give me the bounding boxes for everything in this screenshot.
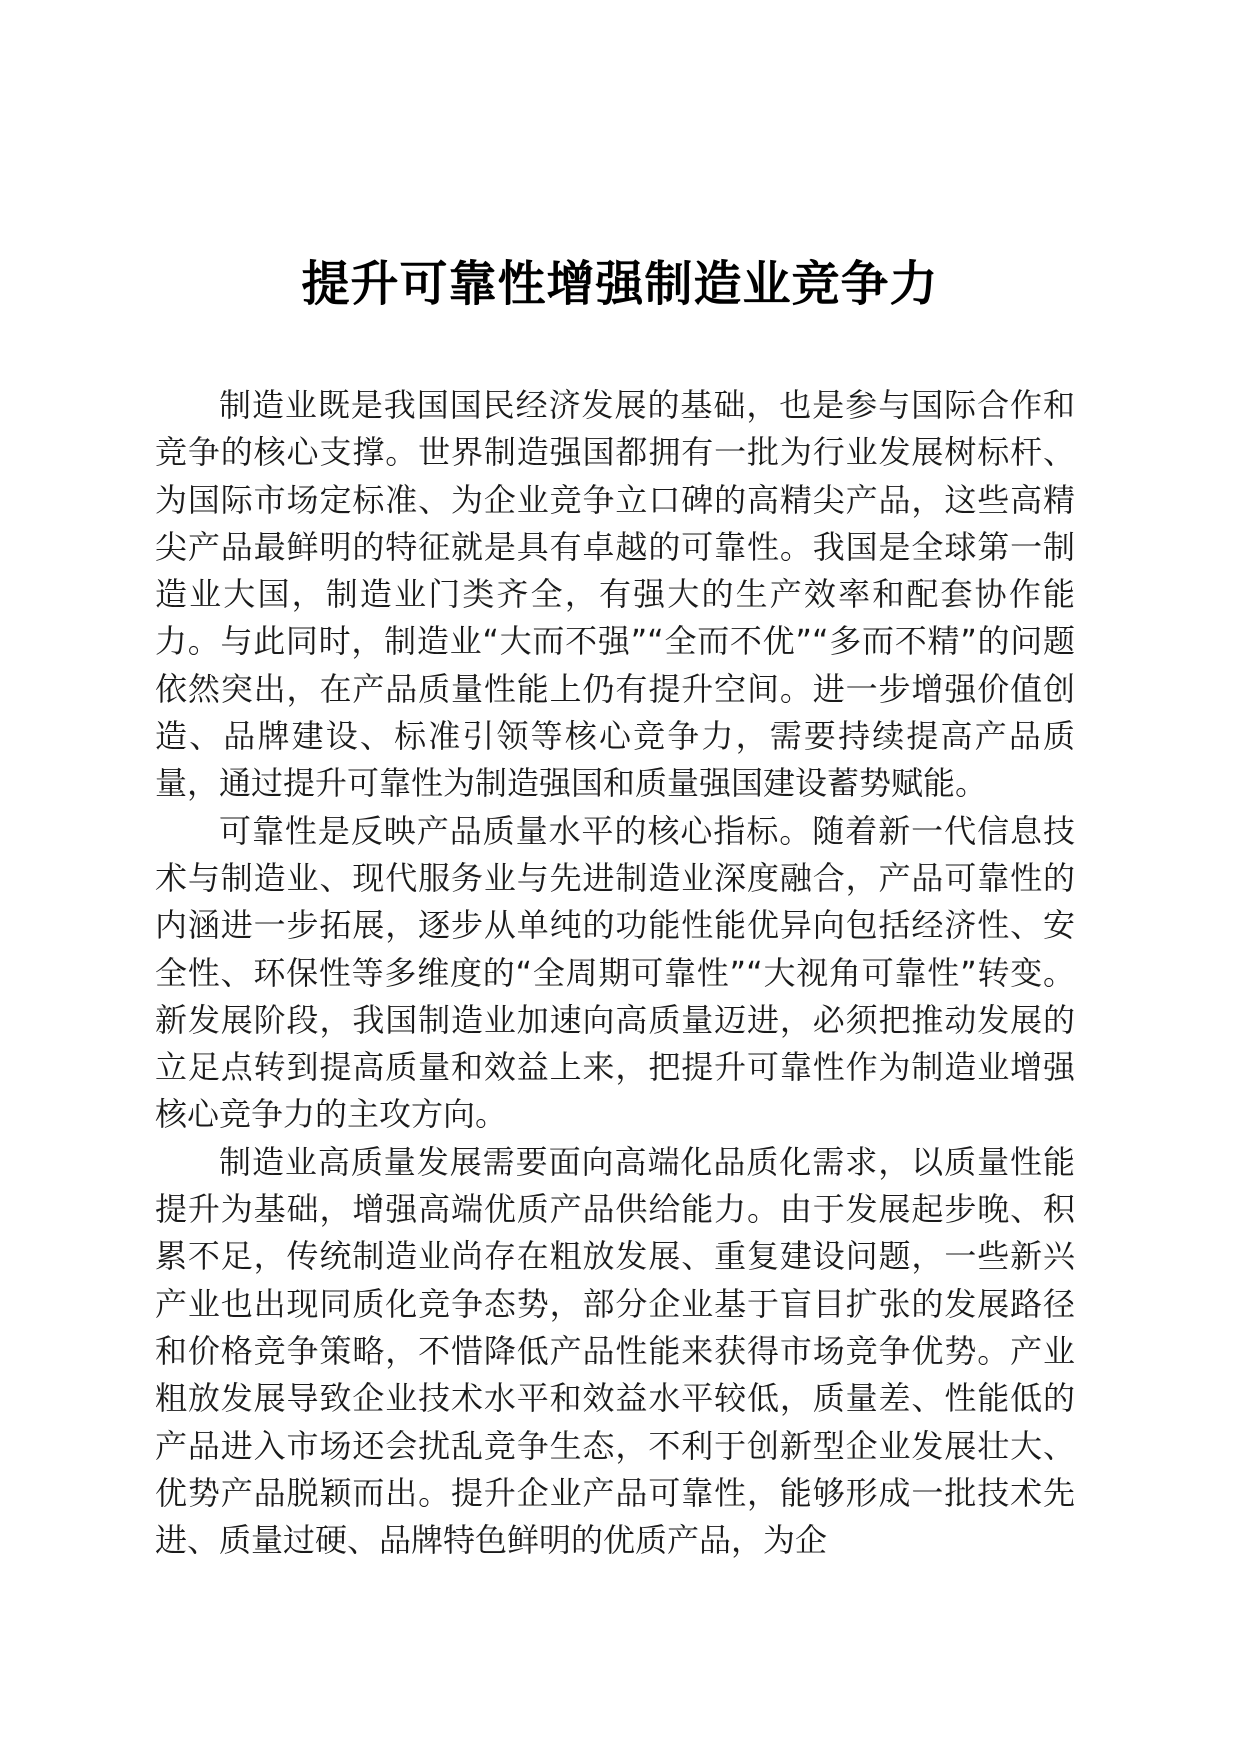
paragraph-2: 可靠性是反映产品质量水平的核心指标。随着新一代信息技术与制造业、现代服务业与先进制造业深度融合，产品可靠性的内涵进一步拓展，逐步从单纯的功能性能优异向包括经济性、安全性、环保性等多维度的“全周期可靠性”“大视角可靠性”转变。新发展阶段，我国制造业加速向高质量迈进，必须把推动发展的立足点转到提高质量和效益上来，把提升可靠性作为制造业增强核心竞争力的主攻方向。 (155, 811, 1075, 1134)
paragraph-1: 制造业既是我国国民经济发展的基础，也是参与国际合作和竞争的核心支撑。世界制造强国都拥有一批为行业发展树标杆、为国际市场定标准、为企业竞争立口碑的高精尖产品，这些高精尖产品最鲜明的特征就是具有卓越的可靠性。我国是全球第一制造业大国，制造业门类齐全，有强大的生产效率和配套协作能力。与此同时，制造业“大而不强”“全而不优”“多而不精”的问题依然突出，在产品质量性能上仍有提升空间。进一步增强价值创造、品牌建设、标准引领等核心竞争力，需要持续提高产品质量，通过提升可靠性为制造强国和质量强国建设蓄势赋能。 (155, 386, 1075, 803)
document-title: 提升可靠性增强制造业竞争力 (301, 256, 939, 312)
paragraph-3: 制造业高质量发展需要面向高端化品质化需求，以质量性能提升为基础，增强高端优质产品供给能力。由于发展起步晚、积累不足，传统制造业尚存在粗放发展、重复建设问题，一些新兴产业也出现同质化竞争态势，部分企业基于盲目扩张的发展路径和价格竞争策略，不惜降低产品性能来获得市场竞争优势。产业粗放发展导致企业技术水平和效益水平较低，质量差、性能低的产品进入市场还会扰乱竞争生态，不利于创新型企业发展壮大、优势产品脱颖而出。提升企业产品可靠性，能够形成一批技术先进、质量过硬、品牌特色鲜明的优质产品，为企 (155, 1142, 1075, 1560)
document-body (155, 382, 1075, 1564)
